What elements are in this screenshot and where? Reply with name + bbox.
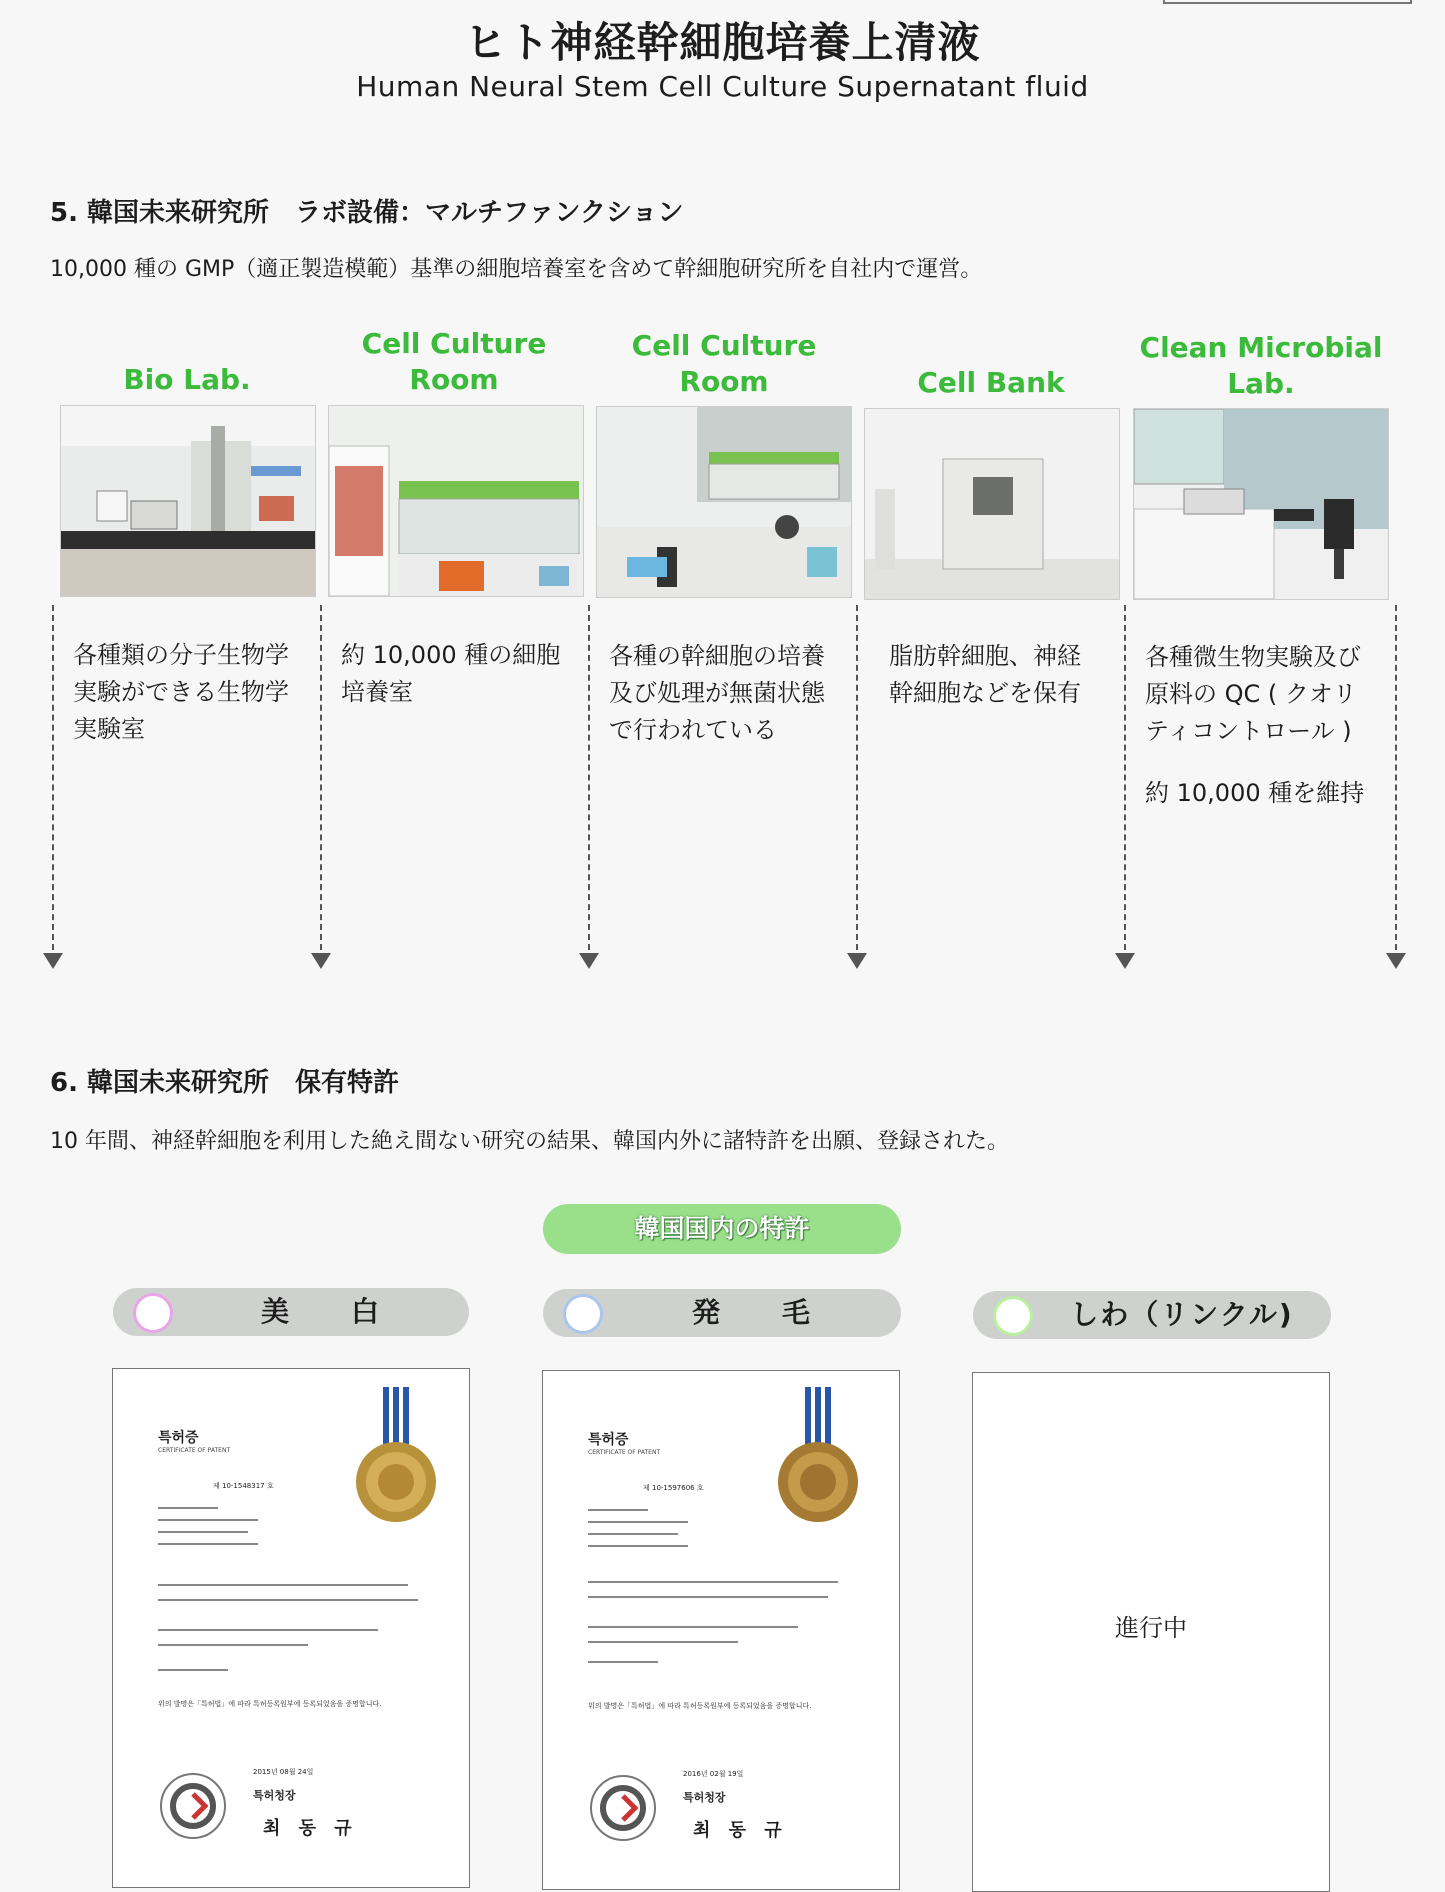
arrow-down-icon (1386, 953, 1406, 969)
section6-heading: 6. 韓国未来研究所 保有特許 (50, 1068, 400, 1098)
bio-lab-photo (60, 405, 316, 597)
category-wrinkle (973, 1291, 1331, 1339)
category-hair-growth (543, 1289, 901, 1337)
medal-seal-icon (773, 1387, 863, 1537)
lab-title-cell-culture-2: Cell Culture Room (631, 329, 817, 398)
text-line (588, 1626, 798, 1628)
medal-seal-icon (351, 1387, 441, 1537)
text-line (588, 1521, 688, 1523)
page-subtitle: Human Neural Stem Cell Culture Supernatant fluid (356, 70, 1089, 103)
certificate-signature: 최 동 규 (263, 1818, 358, 1839)
dashed-divider (1395, 605, 1397, 950)
cell-bank-photo (864, 408, 1120, 600)
lab-title-cell-bank: Cell Bank (917, 366, 1065, 399)
lab-title-microbial: Clean Microbial Lab. (1139, 331, 1383, 400)
text-line (158, 1669, 228, 1671)
section6-description: 10 年間、神経幹細胞を利用した絶え間ない研究の結果、韓国内外に諸特許を出願、登録された。 (50, 1129, 1009, 1154)
arrow-down-icon (311, 953, 331, 969)
patent-certificate (112, 1368, 470, 1888)
corner-frame (1163, 0, 1412, 4)
text-line (588, 1641, 738, 1643)
dashed-divider (856, 605, 858, 950)
text-line (158, 1644, 308, 1646)
dashed-divider (1124, 605, 1126, 950)
arrow-down-icon (1115, 953, 1135, 969)
circle-icon (563, 1294, 603, 1334)
certificate-statement: 위의 발명은「특허법」에 따라 특허등록원부에 등록되었음을 증명합니다. (588, 1702, 812, 1710)
domestic-patents-label: 韓国国内の特許 (543, 1204, 901, 1254)
arrow-down-icon (847, 953, 867, 969)
lab-desc-bio: 各種類の分子生物学実験ができる生物学実験室 (73, 641, 289, 743)
text-line (588, 1661, 658, 1663)
text-line (158, 1507, 218, 1509)
certificate-statement: 위의 발명은「특허법」에 따라 특허등록원부에 등록되었음을 증명합니다. (158, 1700, 382, 1708)
cell-culture-room-photo (328, 405, 584, 597)
certificate-subheading: CERTIFICATE OF PATENT (588, 1449, 661, 1456)
lab-desc-microbial-extra: 約 10,000 種を維持 (1145, 779, 1365, 807)
certificate-signature: 최 동 규 (693, 1820, 788, 1841)
certificate-date: 2016년 02월 19일 (683, 1770, 744, 1778)
category-label: 発 毛 (691, 1296, 812, 1329)
certificate-heading: 특허증 (158, 1430, 199, 1446)
circle-icon (133, 1293, 173, 1333)
certificate-office: 특허청장 (683, 1791, 726, 1804)
text-line (158, 1519, 258, 1521)
patent-number: 제 10-1548317 호 (213, 1482, 274, 1490)
microbial-lab-photo (1133, 408, 1389, 600)
pending-label: 進行中 (1115, 1614, 1187, 1642)
category-label: 美 白 (260, 1295, 381, 1328)
text-line (158, 1531, 248, 1533)
certificate-office: 특허청장 (253, 1789, 296, 1802)
text-line (158, 1584, 408, 1586)
text-line (158, 1599, 418, 1601)
page-title: ヒト神経幹細胞培養上清液 (464, 18, 981, 67)
lab-desc-cell-culture-1: 約 10,000 種の細胞培養室 (341, 641, 561, 706)
text-line (588, 1533, 678, 1535)
patent-number: 제 10-1597606 호 (643, 1484, 704, 1492)
text-line (588, 1581, 838, 1583)
lab-desc-cell-culture-2: 各種の幹細胞の培養及び処理が無菌状態で行われている (609, 642, 825, 744)
kipo-seal-icon (158, 1771, 228, 1841)
lab-title-cell-culture-1: Cell Culture Room (361, 327, 547, 396)
lab-desc-cell-bank: 脂肪幹細胞、神経幹細胞などを保有 (889, 642, 1081, 707)
circle-icon (993, 1296, 1033, 1336)
dashed-divider (320, 605, 322, 950)
patent-certificate (542, 1370, 900, 1890)
section5-heading: 5. 韓国未来研究所 ラボ設備：マルチファンクション (50, 198, 684, 228)
lab-title-bio: Bio Lab. (123, 363, 251, 396)
text-line (158, 1543, 258, 1545)
section5-description: 10,000 種の GMP（適正製造模範）基準の細胞培養室を含めて幹細胞研究所を自社内で運営。 (50, 257, 983, 282)
arrow-down-icon (43, 953, 63, 969)
certificate-heading: 특허증 (588, 1432, 629, 1448)
text-line (588, 1545, 688, 1547)
lab-desc-microbial (1145, 639, 1379, 812)
dashed-divider (588, 605, 590, 950)
category-label: しわ（リンクル) (1070, 1298, 1294, 1331)
pending-certificate (972, 1372, 1330, 1892)
category-whitening (113, 1288, 469, 1336)
text-line (588, 1596, 828, 1598)
certificate-date: 2015년 08월 24일 (253, 1768, 314, 1776)
lab-desc-microbial-text: 各種微生物実験及び原料の QC ( クオリティコントロール ) (1145, 643, 1361, 745)
kipo-seal-icon (588, 1773, 658, 1843)
dashed-divider (52, 605, 54, 950)
arrow-down-icon (579, 953, 599, 969)
certificate-subheading: CERTIFICATE OF PATENT (158, 1447, 231, 1454)
text-line (588, 1509, 648, 1511)
cell-culture-room-photo-2 (596, 406, 852, 598)
text-line (158, 1629, 378, 1631)
